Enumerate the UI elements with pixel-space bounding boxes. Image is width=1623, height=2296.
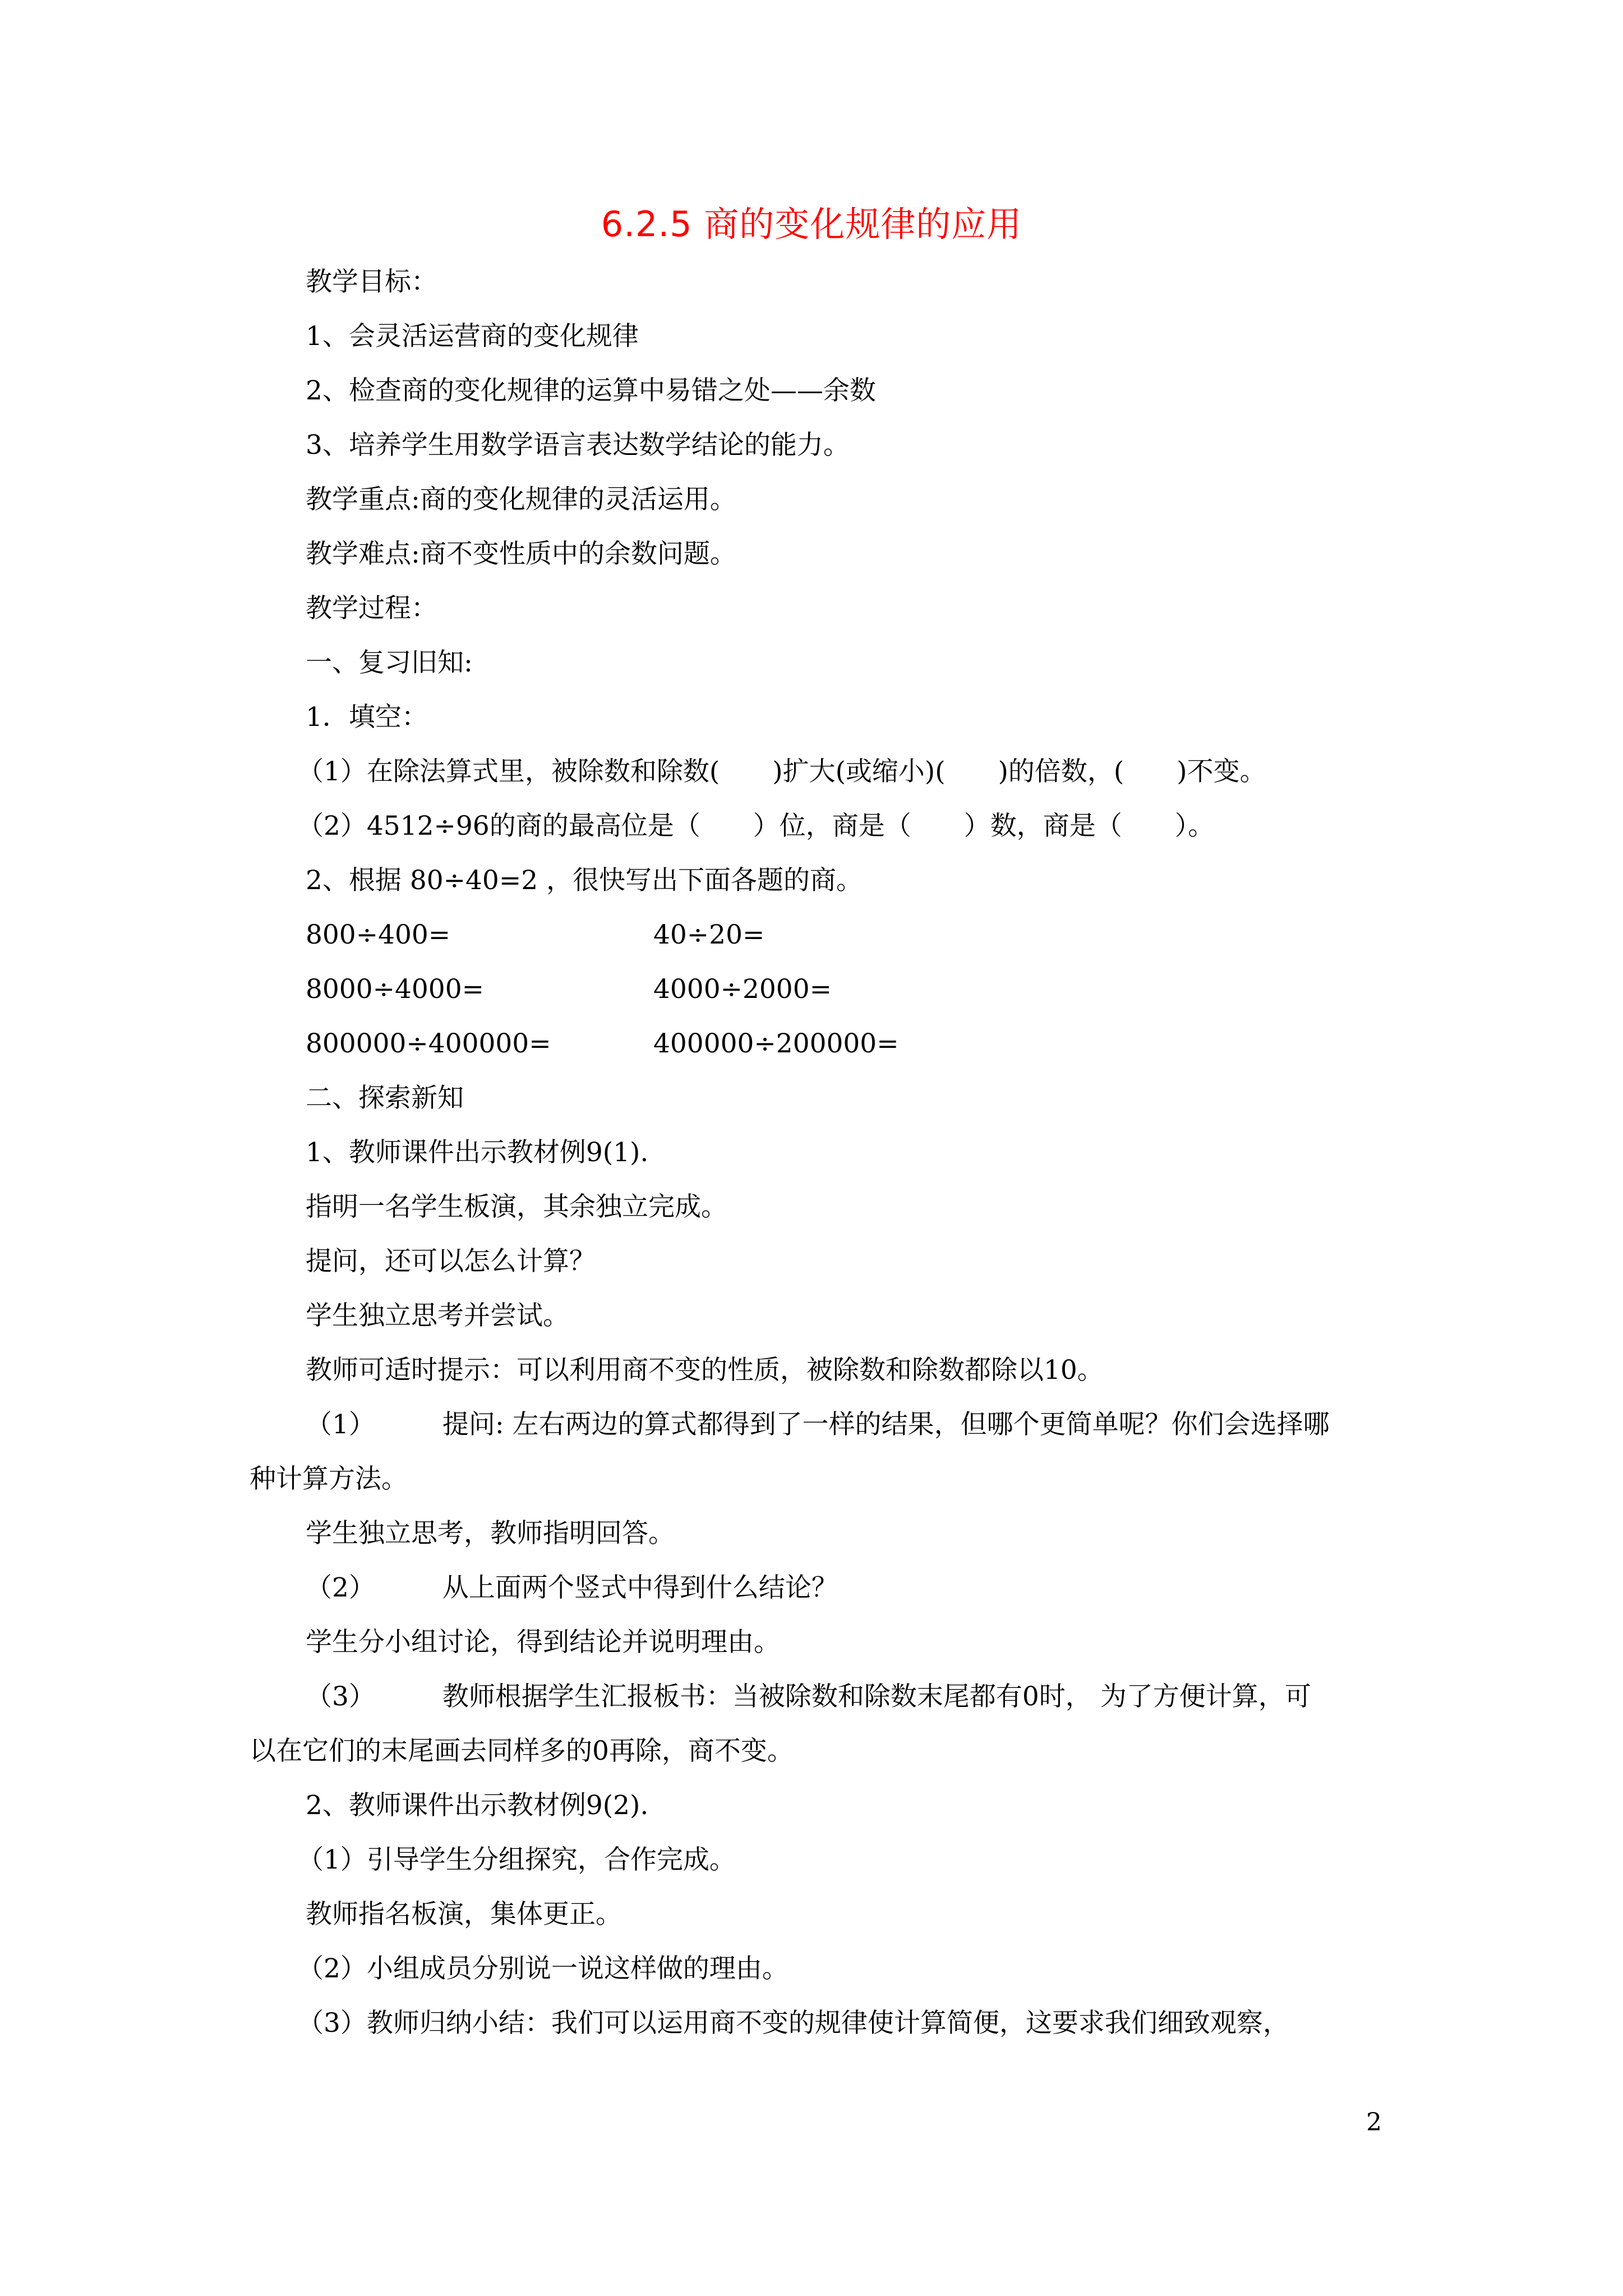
calc-left: 800÷400= — [306, 919, 451, 950]
text-line: 教学重点:商的变化规律的灵活运用。 — [306, 484, 736, 515]
item-label: （1） — [306, 1409, 375, 1440]
text-line: 2、根据 80÷40=2 ，很快写出下面各题的商。 — [306, 865, 863, 896]
list-item — [306, 1408, 1330, 1442]
text-line: 教学目标： — [306, 266, 437, 297]
text-line: 学生分小组讨论，得到结论并说明理由。 — [306, 1627, 780, 1658]
section-heading: 二、探索新知 — [306, 1083, 464, 1114]
text-line: 学生独立思考，教师指明回答。 — [306, 1518, 675, 1549]
calc-left: 800000÷400000= — [306, 1028, 551, 1059]
calc-right: 4000÷2000= — [653, 974, 832, 1005]
text-line: 提问，还可以怎么计算？ — [306, 1246, 596, 1277]
text-line: 1、会灵活运营商的变化规律 — [306, 321, 639, 352]
text-line: 种计算方法。 — [250, 1464, 408, 1494]
text-line: 3、培养学生用数学语言表达数学结论的能力。 — [306, 430, 850, 461]
item-text: 教师根据学生汇报板书：当被除数和除数末尾都有0时， 为了方便计算，可 — [442, 1681, 1311, 1712]
fill-blank-question: （2）4512÷96的商的最高位是（ ）位，商是（ ）数，商是（ ）。 — [297, 811, 1215, 841]
text-line: 2、教师课件出示教材例9(2). — [306, 1790, 649, 1821]
text-line: 1、教师课件出示教材例9(1). — [306, 1137, 649, 1168]
item-text: 从上面两个竖式中得到什么结论？ — [442, 1572, 838, 1603]
text-line: （1）引导学生分组探究，合作完成。 — [297, 1844, 736, 1875]
text-line: 以在它们的末尾画去同样多的0再除，商不变。 — [250, 1736, 794, 1766]
text-line: 教学过程： — [306, 593, 437, 624]
text-line: 教学难点:商不变性质中的余数问题。 — [306, 539, 736, 569]
document-title: 6.2.5 商的变化规律的应用 — [601, 204, 1022, 245]
calc-right: 40÷20= — [653, 919, 765, 950]
list-item — [306, 1680, 1311, 1714]
item-text: 提问: 左右两边的算式都得到了一样的结果，但哪个更简单呢？你们会选择哪 — [442, 1409, 1330, 1440]
text-line: 1．填空： — [306, 702, 428, 733]
fill-blank-question: （1）在除法算式里，被除数和除数( )扩大(或缩小)( )的倍数，( )不变。 — [297, 756, 1266, 787]
page-number: 2 — [1366, 2108, 1382, 2137]
text-line: （2）小组成员分别说一说这样做的理由。 — [297, 1953, 789, 1984]
calc-right: 400000÷200000= — [653, 1028, 899, 1059]
text-line: 指明一名学生板演，其余独立完成。 — [306, 1191, 727, 1222]
text-line: 2、检查商的变化规律的运算中易错之处——余数 — [306, 375, 876, 406]
section-heading: 一、复习旧知: — [306, 647, 473, 678]
text-line: 学生独立思考并尝试。 — [306, 1300, 569, 1331]
list-item — [306, 1571, 838, 1605]
item-label: （2） — [306, 1572, 375, 1603]
text-line: 教师可适时提示：可以利用商不变的性质，被除数和除数都除以10。 — [306, 1355, 1104, 1386]
text-line: （3）教师归纳小结：我们可以运用商不变的规律使计算简便，这要求我们细致观察， — [297, 2008, 1289, 2039]
text-line: 教师指名板演，集体更正。 — [306, 1899, 622, 1930]
calc-left: 8000÷4000= — [306, 974, 484, 1005]
item-label: （3） — [306, 1681, 375, 1712]
